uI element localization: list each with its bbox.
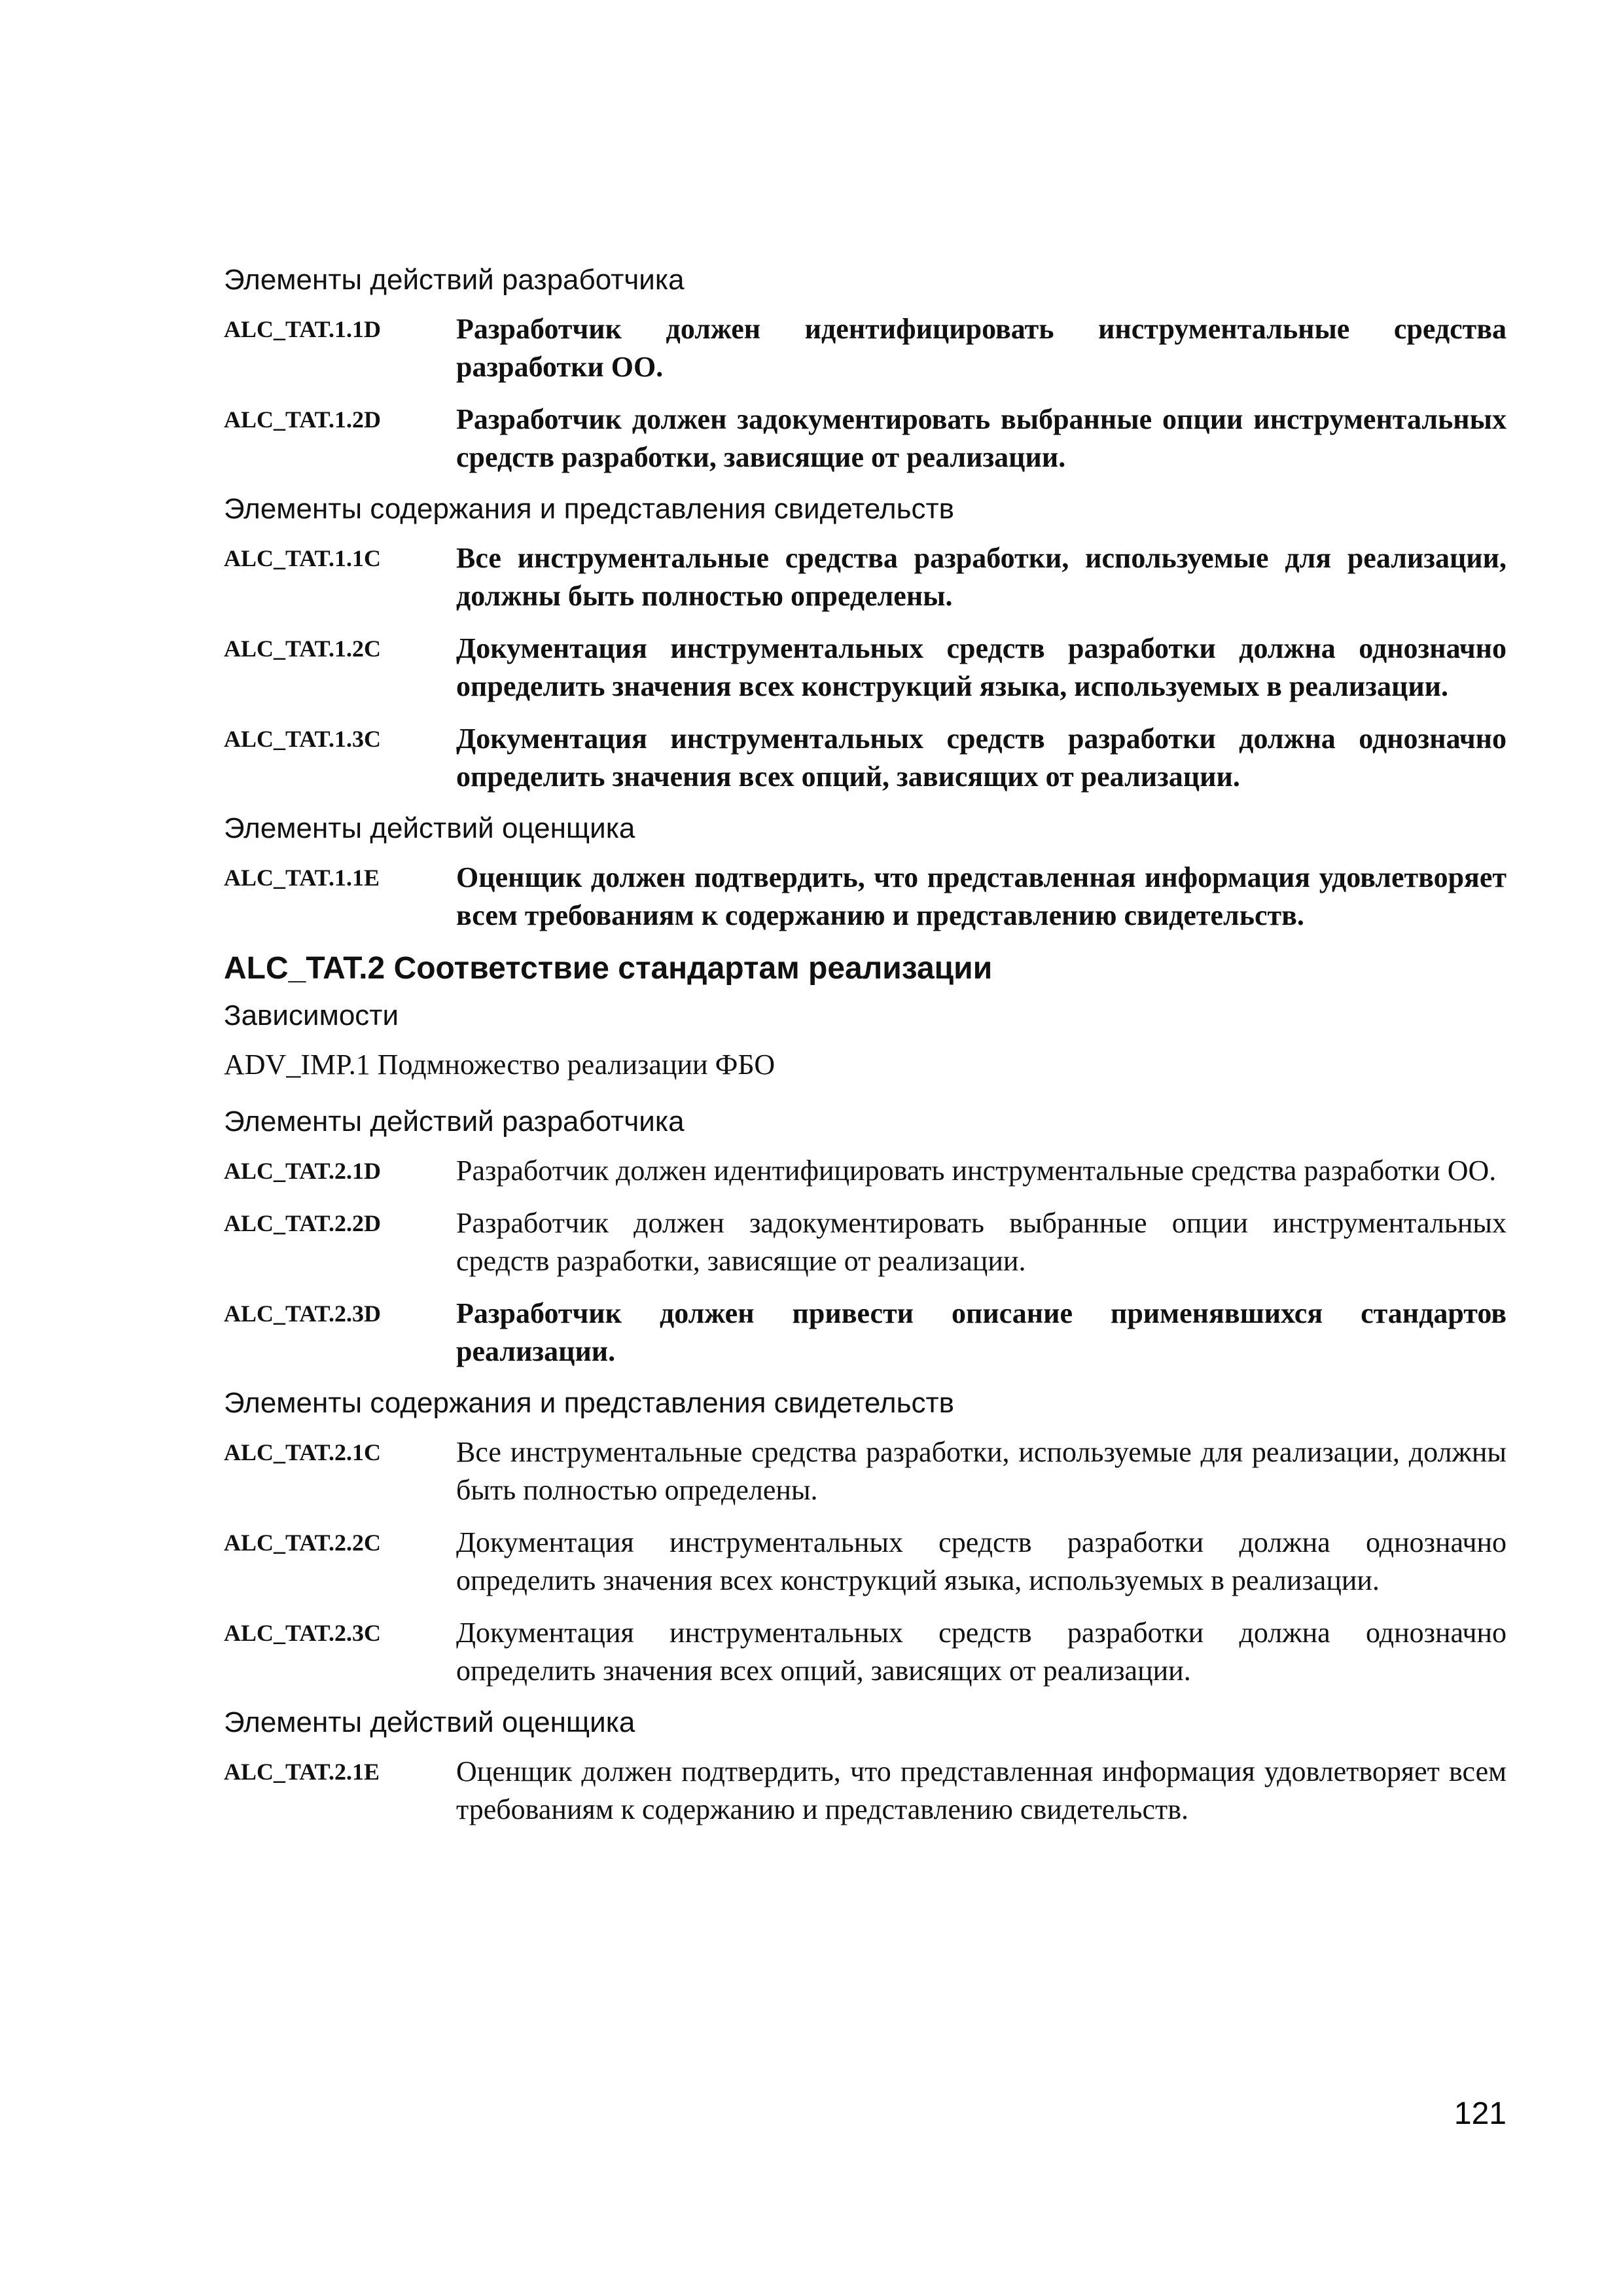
requirement-text: Документация инструментальных средств разработки должна однозначно определить значения всех конструкций языка, используемых в реализации.	[456, 632, 1507, 702]
requirement-id: ALC_TAT.1.2D	[224, 406, 382, 433]
requirement-text: Разработчик должен идентифицировать инструментальные средства разработки ОО.	[456, 313, 1507, 383]
requirement-item	[224, 539, 1507, 615]
requirement-id: ALC_TAT.2.2D	[224, 1210, 382, 1236]
requirement-text: Разработчик должен идентифицировать инструментальные средства разработки ОО.	[456, 1155, 1497, 1187]
requirement-item	[224, 1295, 1507, 1371]
requirement-id: ALC_TAT.2.2C	[224, 1530, 382, 1556]
requirement-text: Разработчик должен задокументировать выбранные опции инструментальных средств разработки, зависящие от реализации.	[456, 403, 1507, 473]
requirement-item	[224, 1753, 1507, 1829]
requirement-text: Документация инструментальных средств разработки должна однозначно определить значения всех опций, зависящих от реализации.	[456, 1617, 1507, 1687]
page-number: 121	[1454, 2096, 1507, 2131]
requirement-item	[224, 310, 1507, 386]
dependencies-text: ADV_IMP.1 Подмножество реализации ФБО	[224, 1049, 776, 1081]
requirement-id: ALC_TAT.2.3D	[224, 1300, 382, 1327]
requirement-item	[224, 1204, 1507, 1280]
requirement-id: ALC_TAT.1.2C	[224, 636, 382, 662]
requirement-id: ALC_TAT.2.1D	[224, 1158, 382, 1184]
requirement-item	[224, 1524, 1507, 1600]
requirement-item	[224, 1433, 1507, 1509]
requirement-id: ALC_TAT.2.1C	[224, 1439, 382, 1465]
content-elements-heading: Элементы содержания и представления свидетельств	[224, 1387, 955, 1419]
requirement-item	[224, 720, 1507, 796]
requirement-id: ALC_TAT.2.3C	[224, 1620, 382, 1646]
requirement-id: ALC_TAT.1.3C	[224, 726, 382, 752]
requirement-item	[224, 859, 1507, 935]
requirement-text: Оценщик должен подтвердить, что представленная информация удовлетворяет всем требованиям к содержанию и представлению свидетельств.	[456, 861, 1507, 931]
requirement-item	[224, 630, 1507, 706]
dev-actions-heading: Элементы действий разработчика	[224, 264, 685, 296]
requirement-text: Все инструментальные средства разработки, используемые для реализации, должны быть полностью определены.	[456, 542, 1507, 612]
requirement-id: ALC_TAT.1.1C	[224, 545, 382, 571]
requirement-item	[224, 1614, 1507, 1690]
requirement-text: Документация инструментальных средств разработки должна однозначно определить значения всех конструкций языка, используемых в реализации.	[456, 1526, 1507, 1596]
content-elements-heading: Элементы содержания и представления свидетельств	[224, 493, 955, 525]
requirement-text: Документация инструментальных средств разработки должна однозначно определить значения всех опций, зависящих от реализации.	[456, 723, 1507, 793]
requirement-id: ALC_TAT.2.1E	[224, 1759, 380, 1785]
section-title: ALC_TAT.2 Соответствие стандартам реализации	[224, 951, 993, 986]
requirement-id: ALC_TAT.1.1D	[224, 316, 382, 342]
requirement-text: Все инструментальные средства разработки, используемые для реализации, должны быть полностью определены.	[456, 1436, 1507, 1506]
requirement-item	[224, 401, 1507, 476]
document-page	[224, 262, 1507, 1843]
requirement-text: Оценщик должен подтвердить, что представленная информация удовлетворяет всем требованиям к содержанию и представлению свидетельств.	[456, 1755, 1507, 1825]
requirement-item	[224, 1152, 1507, 1190]
requirement-text: Разработчик должен привести описание применявшихся стандартов реализации.	[456, 1297, 1507, 1367]
dependencies-heading: Зависимости	[224, 999, 399, 1031]
dev-actions-heading: Элементы действий разработчика	[224, 1105, 685, 1138]
evaluator-actions-heading: Элементы действий оценщика	[224, 812, 635, 844]
evaluator-actions-heading: Элементы действий оценщика	[224, 1706, 635, 1738]
requirement-text: Разработчик должен задокументировать выбранные опции инструментальных средств разработки, зависящие от реализации.	[456, 1207, 1507, 1277]
requirement-id: ALC_TAT.1.1E	[224, 865, 380, 891]
